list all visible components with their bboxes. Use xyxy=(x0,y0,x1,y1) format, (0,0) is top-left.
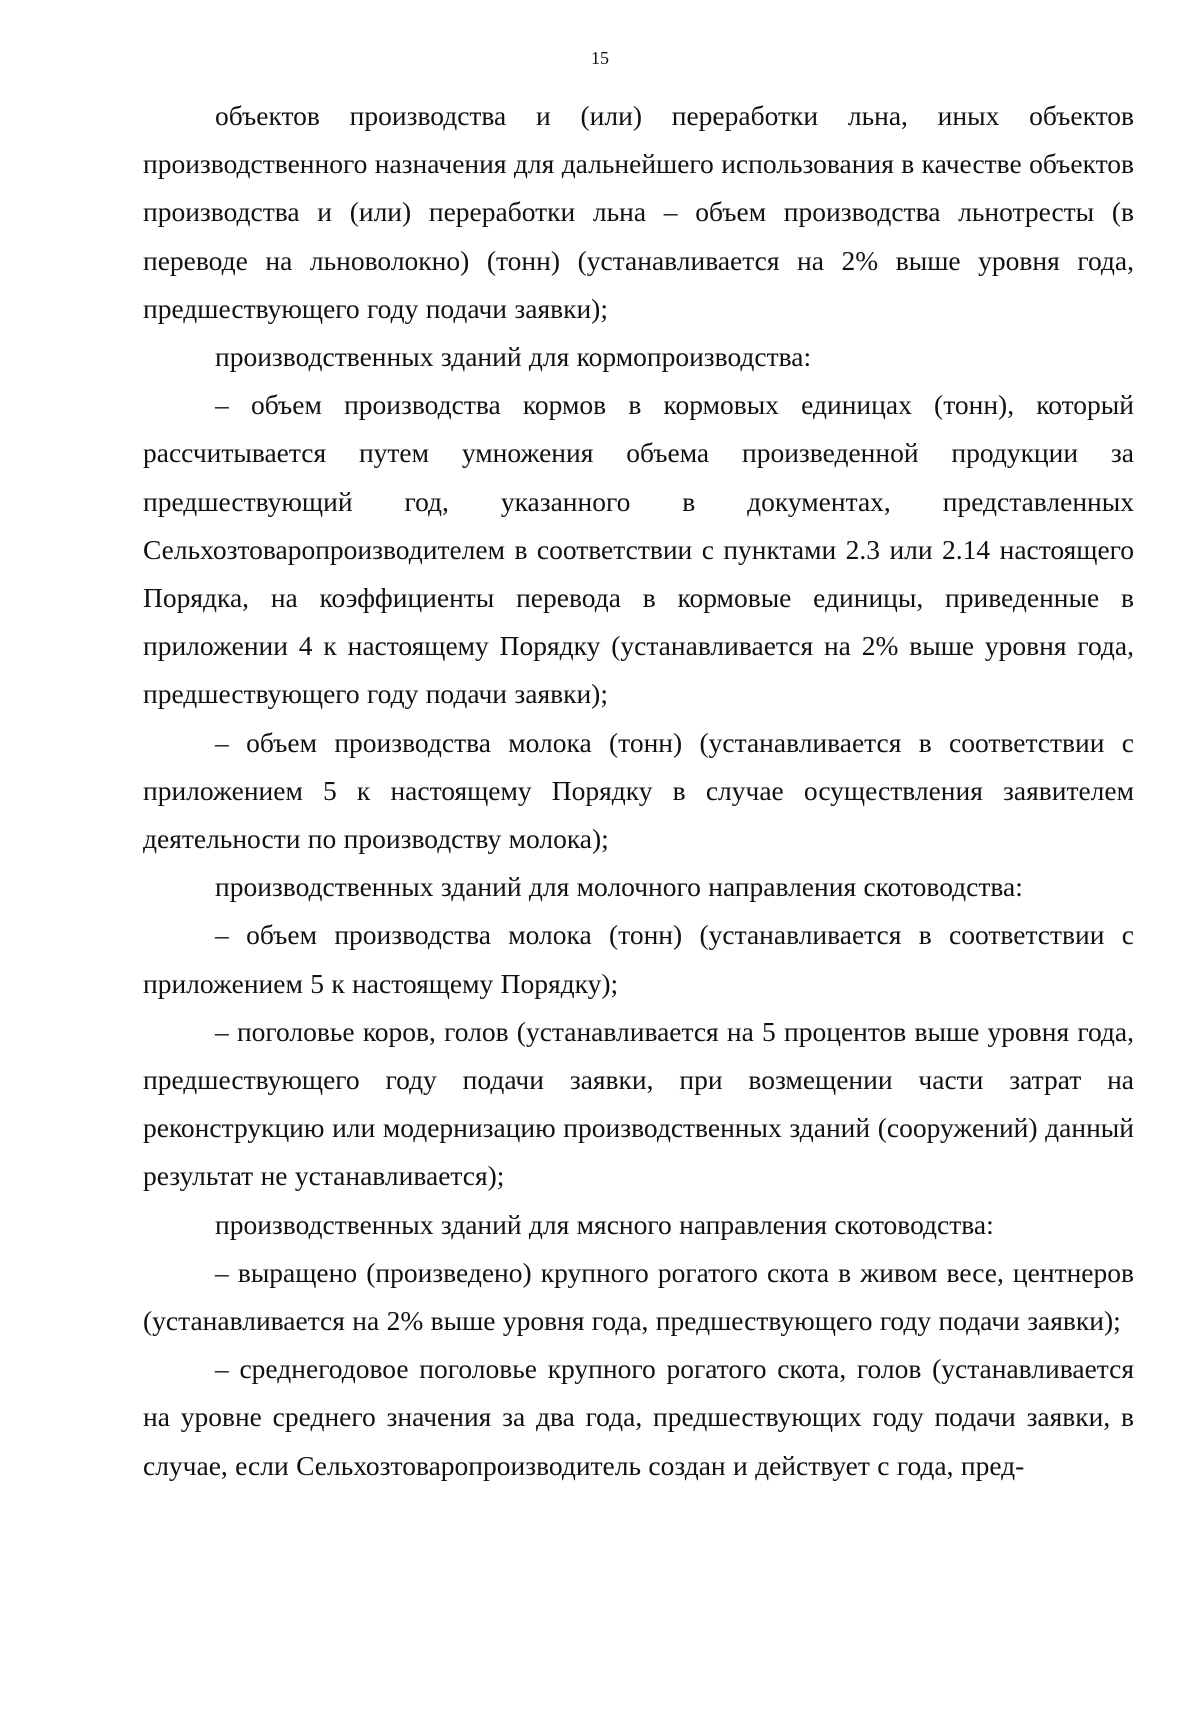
document-body xyxy=(143,92,1134,1490)
paragraph-dairy-milk-volume: – объем производства молока (тонн) (устанавливается в соответствии с приложением 5 к настоящему Порядку); xyxy=(143,919,1134,999)
paragraph-dairy-buildings-heading: производственных зданий для молочного направления скотоводства: xyxy=(215,871,1023,903)
paragraph-milk-volume: – объем производства молока (тонн) (устанавливается в соответствии с приложением 5 к настоящему Порядку в случае осуществления заявителем деятельности по производству молока); xyxy=(143,726,1134,855)
paragraph-feed-buildings-heading: производственных зданий для кормопроизводства: xyxy=(215,341,812,373)
paragraph-beef-buildings-heading: производственных зданий для мясного направления скотоводства: xyxy=(215,1208,994,1240)
page-number: 15 xyxy=(591,48,609,68)
paragraph-feed-volume: – объем производства кормов в кормовых единицах (тонн), который рассчитывается путем умножения объема произведенной продукции за предшествующий год, указанного в документах, представленных Сельхозтоваропроизводителем в соответствии с пунктами 2.3 или 2.14 настоящего Порядка, на коэффициенты перевода в кормовые единицы, приведенные в приложении 4 к настоящему Порядку (устанавливается на 2% выше уровня года, предшествующего году подачи заявки); xyxy=(143,389,1134,710)
paragraph-cow-livestock: – поголовье коров, голов (устанавливается на 5 процентов выше уровня года, предшествующего году подачи заявки, при возмещении части затрат на реконструкцию или модернизацию производственных зданий (сооружений) данный результат не устанавливается); xyxy=(143,1015,1134,1192)
paragraph-cattle-live-weight: – выращено (произведено) крупного рогатого скота в живом весе, центнеров (устанавливается на 2% выше уровня года, предшествующего году подачи заявки); xyxy=(143,1256,1134,1337)
paragraph-average-cattle-livestock: – среднегодовое поголовье крупного рогатого скота, голов (устанавливается на уровне среднего значения за два года, предшествующих году подачи заявки, в случае, если Сельхозтоваропроизводитель создан и действует с года, пред- xyxy=(143,1353,1134,1481)
paragraph-flax-objects: объектов производства и (или) переработки льна, иных объектов производственного назначения для дальнейшего использования в качестве объектов производства и (или) переработки льна – объем производства льнотресты (в переводе на льноволокно) (тонн) (устанавливается на 2% выше уровня года, предшествующего году подачи заявки); xyxy=(143,100,1134,324)
